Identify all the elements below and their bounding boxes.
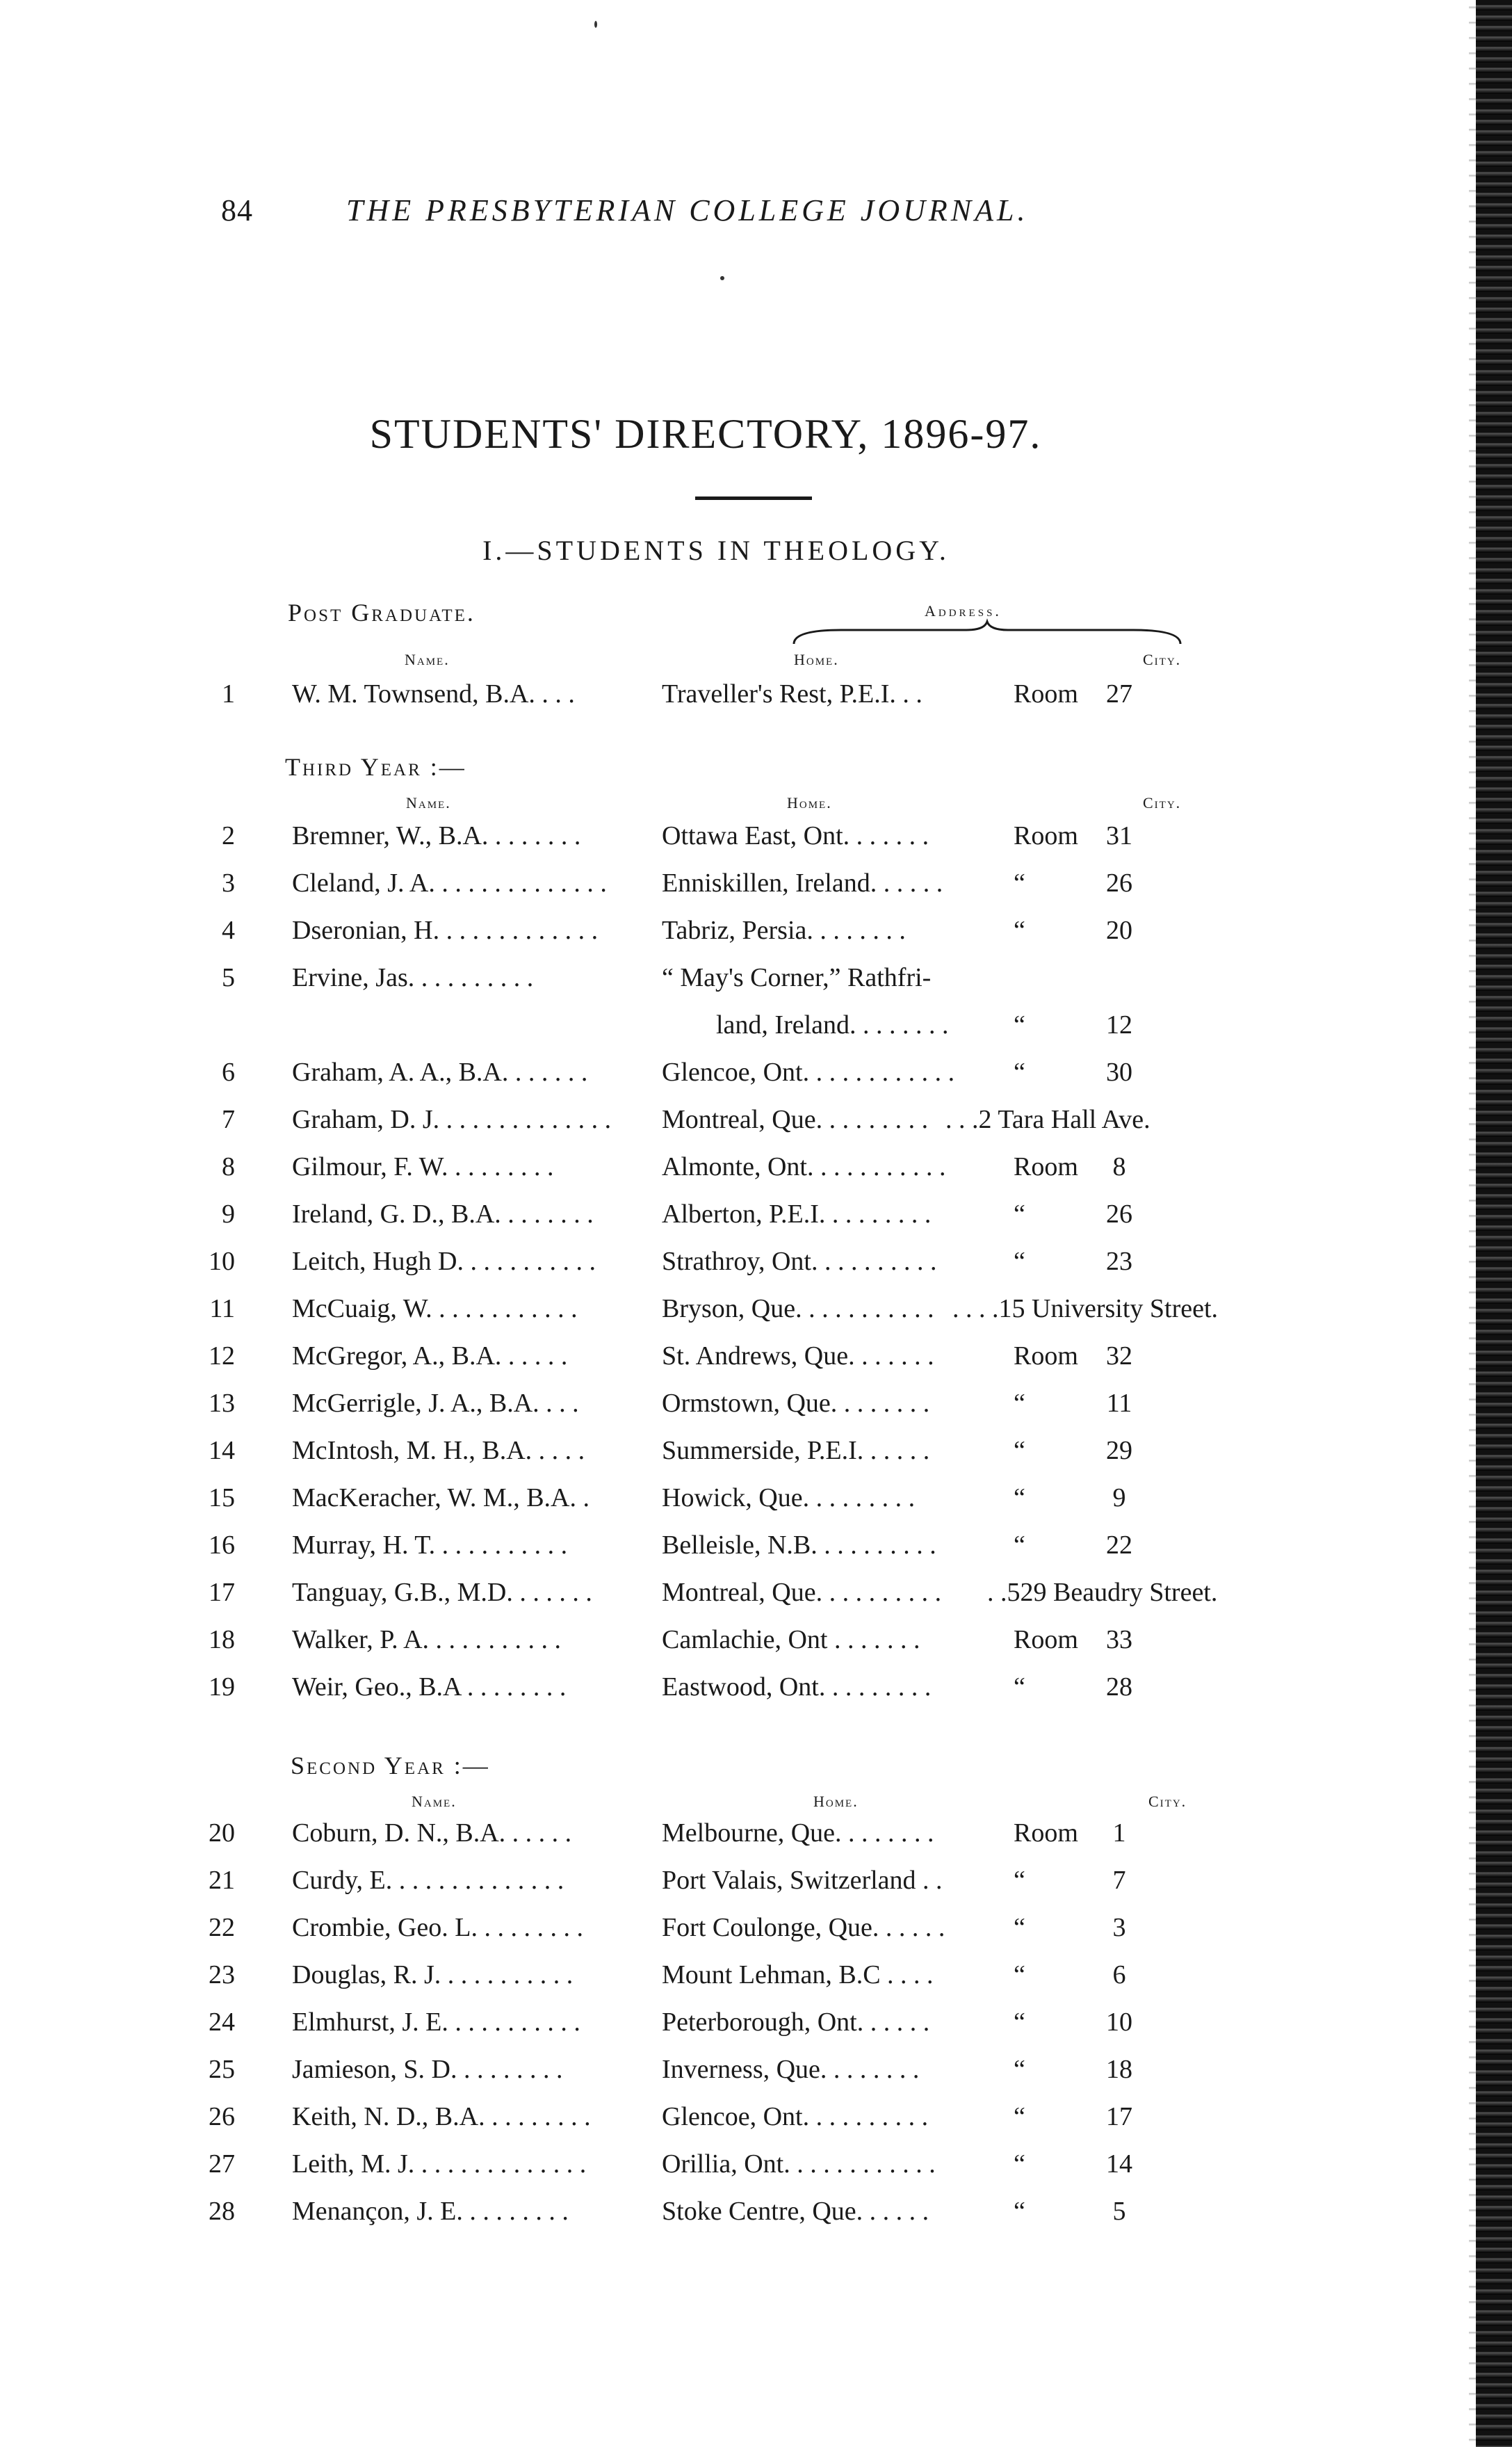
row-room: “ [1014, 2197, 1025, 2226]
address-label: Address. [925, 602, 1002, 620]
row-home: Orillia, Ont. . . . . . . . . . . . [662, 2149, 936, 2179]
row-room: “ [1014, 1960, 1025, 1989]
row-number: 6 [222, 1058, 235, 1087]
row-name: Graham, D. J. . . . . . . . . . . . . . [292, 1105, 612, 1134]
column-label-home: Home. [794, 651, 839, 668]
row-number: 8 [222, 1152, 235, 1181]
row-number: 7 [222, 1105, 235, 1134]
row-name: Cleland, J. A. . . . . . . . . . . . . . [292, 869, 607, 898]
row-home: Strathroy, Ont. . . . . . . . . . [662, 1247, 937, 1276]
row-name: McCuaig, W. . . . . . . . . . . . [292, 1294, 578, 1323]
table-row-continuation [0, 1010, 1512, 1057]
row-number: 21 [209, 1866, 235, 1895]
table-row [0, 1818, 1512, 1865]
row-home: Ottawa East, Ont. . . . . . . [662, 821, 929, 850]
column-label-home: Home. [813, 1793, 859, 1810]
row-number: 11 [209, 1294, 235, 1323]
row-room: Room [1014, 1152, 1078, 1181]
row-room-number: 1 [1112, 1818, 1126, 1848]
row-number: 10 [209, 1247, 235, 1276]
row-home: Howick, Que. . . . . . . . . [662, 1483, 916, 1512]
row-number: 22 [209, 1913, 235, 1942]
row-number: 18 [209, 1625, 235, 1654]
row-name: Leitch, Hugh D. . . . . . . . . . . [292, 1247, 596, 1276]
row-home: Stoke Centre, Que. . . . . . [662, 2197, 929, 2226]
table-row [0, 679, 1512, 726]
row-name: Walker, P. A. . . . . . . . . . . [292, 1625, 562, 1654]
row-home: Glencoe, Ont. . . . . . . . . . . . [662, 1058, 955, 1087]
row-room-number: 17 [1106, 2102, 1132, 2131]
row-name: McGregor, A., B.A. . . . . . [292, 1341, 568, 1371]
row-name: Elmhurst, J. E. . . . . . . . . . . [292, 2008, 580, 2037]
row-room: “ [1014, 2055, 1025, 2084]
column-label-city: City. [1143, 651, 1182, 668]
row-number: 26 [209, 2102, 235, 2131]
table-row [0, 1865, 1512, 1912]
post-graduate-heading: Post Graduate. [288, 599, 475, 627]
row-room-number: 23 [1106, 1247, 1132, 1276]
column-label-name: Name. [406, 794, 451, 811]
row-number: 27 [209, 2149, 235, 2179]
row-name: Keith, N. D., B.A. . . . . . . . . [292, 2102, 591, 2131]
table-row [0, 1104, 1512, 1152]
column-label-name: Name. [405, 651, 450, 668]
table-row [0, 1912, 1512, 1960]
ink-speck [594, 21, 597, 28]
row-city-address: . .529 Beaudry Street. [987, 1578, 1218, 1607]
table-row [0, 1199, 1512, 1246]
row-room: “ [1014, 2102, 1025, 2131]
row-home: Melbourne, Que. . . . . . . . [662, 1818, 934, 1848]
row-room-number: 28 [1106, 1672, 1132, 1702]
row-number: 5 [222, 963, 235, 992]
table-row [0, 1672, 1512, 1719]
row-name: Bremner, W., B.A. . . . . . . . [292, 821, 581, 850]
table-row [0, 1246, 1512, 1293]
row-name: Crombie, Geo. L. . . . . . . . . [292, 1913, 584, 1942]
row-home: Eastwood, Ont. . . . . . . . . [662, 1672, 932, 1702]
table-row [0, 1530, 1512, 1577]
row-name: Gilmour, F. W. . . . . . . . . [292, 1152, 554, 1181]
row-room: “ [1014, 1483, 1025, 1512]
second-year-heading: Second Year :— [291, 1752, 490, 1779]
row-number: 19 [209, 1672, 235, 1702]
row-number: 3 [222, 869, 235, 898]
row-city-address: . . .2 Tara Hall Ave. [945, 1105, 1151, 1134]
row-home: Belleisle, N.B. . . . . . . . . . [662, 1531, 936, 1560]
row-number: 12 [209, 1341, 235, 1371]
row-room: Room [1014, 1818, 1078, 1848]
row-name: Jamieson, S. D. . . . . . . . . [292, 2055, 563, 2084]
table-row [0, 1624, 1512, 1672]
table-row [0, 2149, 1512, 2196]
row-room-number: 32 [1106, 1341, 1132, 1371]
row-room: “ [1014, 1058, 1025, 1087]
column-label-city: City. [1143, 794, 1182, 811]
row-number: 28 [209, 2197, 235, 2226]
row-name: Murray, H. T. . . . . . . . . . . [292, 1531, 568, 1560]
row-room: “ [1014, 2149, 1025, 2179]
row-name: Tanguay, G.B., M.D. . . . . . . [292, 1578, 592, 1607]
row-room-number: 14 [1106, 2149, 1132, 2179]
row-home: St. Andrews, Que. . . . . . . [662, 1341, 934, 1371]
row-room-number: 11 [1106, 1389, 1132, 1418]
table-row [0, 1057, 1512, 1104]
table-row [0, 1388, 1512, 1435]
row-room: “ [1014, 916, 1025, 945]
table-row [0, 821, 1512, 868]
row-name: McIntosh, M. H., B.A. . . . . [292, 1436, 585, 1465]
row-number: 4 [222, 916, 235, 945]
row-home: Inverness, Que. . . . . . . . [662, 2055, 920, 2084]
table-row [0, 1577, 1512, 1624]
row-home: Bryson, Que. . . . . . . . . . . [662, 1294, 934, 1323]
row-home: Ormstown, Que. . . . . . . . [662, 1389, 930, 1418]
row-name: W. M. Townsend, B.A. . . . [292, 679, 575, 709]
row-name: Menançon, J. E. . . . . . . . . [292, 2197, 569, 2226]
table-row [0, 962, 1512, 1010]
row-number: 2 [222, 821, 235, 850]
table-row [0, 1960, 1512, 2007]
table-row [0, 2054, 1512, 2101]
table-row [0, 2101, 1512, 2149]
row-room: “ [1014, 1672, 1025, 1702]
row-room: “ [1014, 1531, 1025, 1560]
row-name: Weir, Geo., B.A . . . . . . . . [292, 1672, 567, 1702]
row-name: Ervine, Jas. . . . . . . . . . [292, 963, 534, 992]
row-room-number: 7 [1112, 1866, 1126, 1895]
row-room-number: 5 [1112, 2197, 1126, 2226]
row-name: Graham, A. A., B.A. . . . . . . [292, 1058, 588, 1087]
row-home: Camlachie, Ont . . . . . . . [662, 1625, 920, 1654]
row-number: 13 [209, 1389, 235, 1418]
row-room: “ [1014, 1010, 1025, 1040]
row-number: 17 [209, 1578, 235, 1607]
row-room-number: 31 [1106, 821, 1132, 850]
row-home: Glencoe, Ont. . . . . . . . . . [662, 2102, 929, 2131]
row-home: Montreal, Que. . . . . . . . . . [662, 1578, 942, 1607]
row-room-number: 26 [1106, 1200, 1132, 1229]
row-home: Alberton, P.E.I. . . . . . . . . [662, 1200, 932, 1229]
row-name: Ireland, G. D., B.A. . . . . . . . [292, 1200, 594, 1229]
row-room: “ [1014, 1200, 1025, 1229]
row-room: “ [1014, 1389, 1025, 1418]
row-name: Coburn, D. N., B.A. . . . . . [292, 1818, 572, 1848]
title-rule [695, 496, 812, 500]
row-room-number: 27 [1106, 679, 1132, 709]
row-room-number: 12 [1106, 1010, 1132, 1040]
page-number: 84 [221, 193, 253, 227]
row-number: 23 [209, 1960, 235, 1989]
row-room: Room [1014, 1625, 1078, 1654]
row-room-number: 10 [1106, 2008, 1132, 2037]
row-room-number: 3 [1112, 1913, 1126, 1942]
directory-title: STUDENTS' DIRECTORY, 1896-97. [369, 411, 1042, 457]
row-room-number: 29 [1106, 1436, 1132, 1465]
section-title: I.—STUDENTS IN THEOLOGY. [482, 535, 950, 566]
row-home: Traveller's Rest, P.E.I. . . [662, 679, 922, 709]
row-home: Port Valais, Switzerland . . [662, 1866, 943, 1895]
row-home: “ May's Corner,” Rathfri- [662, 963, 932, 992]
row-home: Summerside, P.E.I. . . . . . [662, 1436, 930, 1465]
row-city-address: . . . .15 University Street. [952, 1294, 1219, 1323]
ink-speck [720, 276, 724, 280]
table-row [0, 1293, 1512, 1341]
row-name: Leith, M. J. . . . . . . . . . . . . . [292, 2149, 587, 2179]
row-room-number: 26 [1106, 869, 1132, 898]
row-home: Fort Coulonge, Que. . . . . . [662, 1913, 945, 1942]
row-number: 9 [222, 1200, 235, 1229]
column-label-city: City. [1148, 1793, 1187, 1810]
row-room: “ [1014, 1436, 1025, 1465]
row-name: Douglas, R. J. . . . . . . . . . . [292, 1960, 574, 1989]
row-room: “ [1014, 1866, 1025, 1895]
row-number: 1 [222, 679, 235, 709]
table-row [0, 2196, 1512, 2243]
row-room: “ [1014, 2008, 1025, 2037]
row-room-number: 33 [1106, 1625, 1132, 1654]
row-room-number: 30 [1106, 1058, 1132, 1087]
row-room: Room [1014, 1341, 1078, 1371]
table-row [0, 1435, 1512, 1483]
row-number: 25 [209, 2055, 235, 2084]
row-home: Almonte, Ont. . . . . . . . . . . [662, 1152, 946, 1181]
row-number: 15 [209, 1483, 235, 1512]
row-room-number: 18 [1106, 2055, 1132, 2084]
row-number: 24 [209, 2008, 235, 2037]
row-room: Room [1014, 821, 1078, 850]
row-room-number: 6 [1112, 1960, 1126, 1989]
row-home: Enniskillen, Ireland. . . . . . [662, 869, 943, 898]
row-name: McGerrigle, J. A., B.A. . . . [292, 1389, 579, 1418]
row-name: Curdy, E. . . . . . . . . . . . . . [292, 1866, 564, 1895]
row-home: Montreal, Que. . . . . . . . . [662, 1105, 929, 1134]
row-room: “ [1014, 1913, 1025, 1942]
table-row [0, 868, 1512, 915]
address-brace [792, 620, 1182, 645]
running-title: THE PRESBYTERIAN COLLEGE JOURNAL. [346, 193, 1029, 227]
table-row [0, 2007, 1512, 2054]
row-room: “ [1014, 869, 1025, 898]
table-row [0, 1152, 1512, 1199]
row-room-number: 22 [1106, 1531, 1132, 1560]
row-room-number: 9 [1112, 1483, 1126, 1512]
table-row [0, 1341, 1512, 1388]
row-home-continuation: land, Ireland. . . . . . . . [716, 1010, 949, 1040]
row-home: Peterborough, Ont. . . . . . [662, 2008, 930, 2037]
row-name: Dseronian, H. . . . . . . . . . . . . [292, 916, 599, 945]
row-number: 20 [209, 1818, 235, 1848]
row-room: “ [1014, 1247, 1025, 1276]
table-row [0, 1483, 1512, 1530]
column-label-home: Home. [787, 794, 832, 811]
row-home: Tabriz, Persia. . . . . . . . [662, 916, 906, 945]
row-number: 14 [209, 1436, 235, 1465]
column-label-name: Name. [412, 1793, 457, 1810]
row-room: Room [1014, 679, 1078, 709]
table-row [0, 915, 1512, 962]
row-home: Mount Lehman, B.C . . . . [662, 1960, 934, 1989]
row-name: MacKeracher, W. M., B.A. . [292, 1483, 590, 1512]
third-year-heading: Third Year :— [285, 753, 466, 781]
row-room-number: 8 [1112, 1152, 1126, 1181]
row-room-number: 20 [1106, 916, 1132, 945]
row-number: 16 [209, 1531, 235, 1560]
